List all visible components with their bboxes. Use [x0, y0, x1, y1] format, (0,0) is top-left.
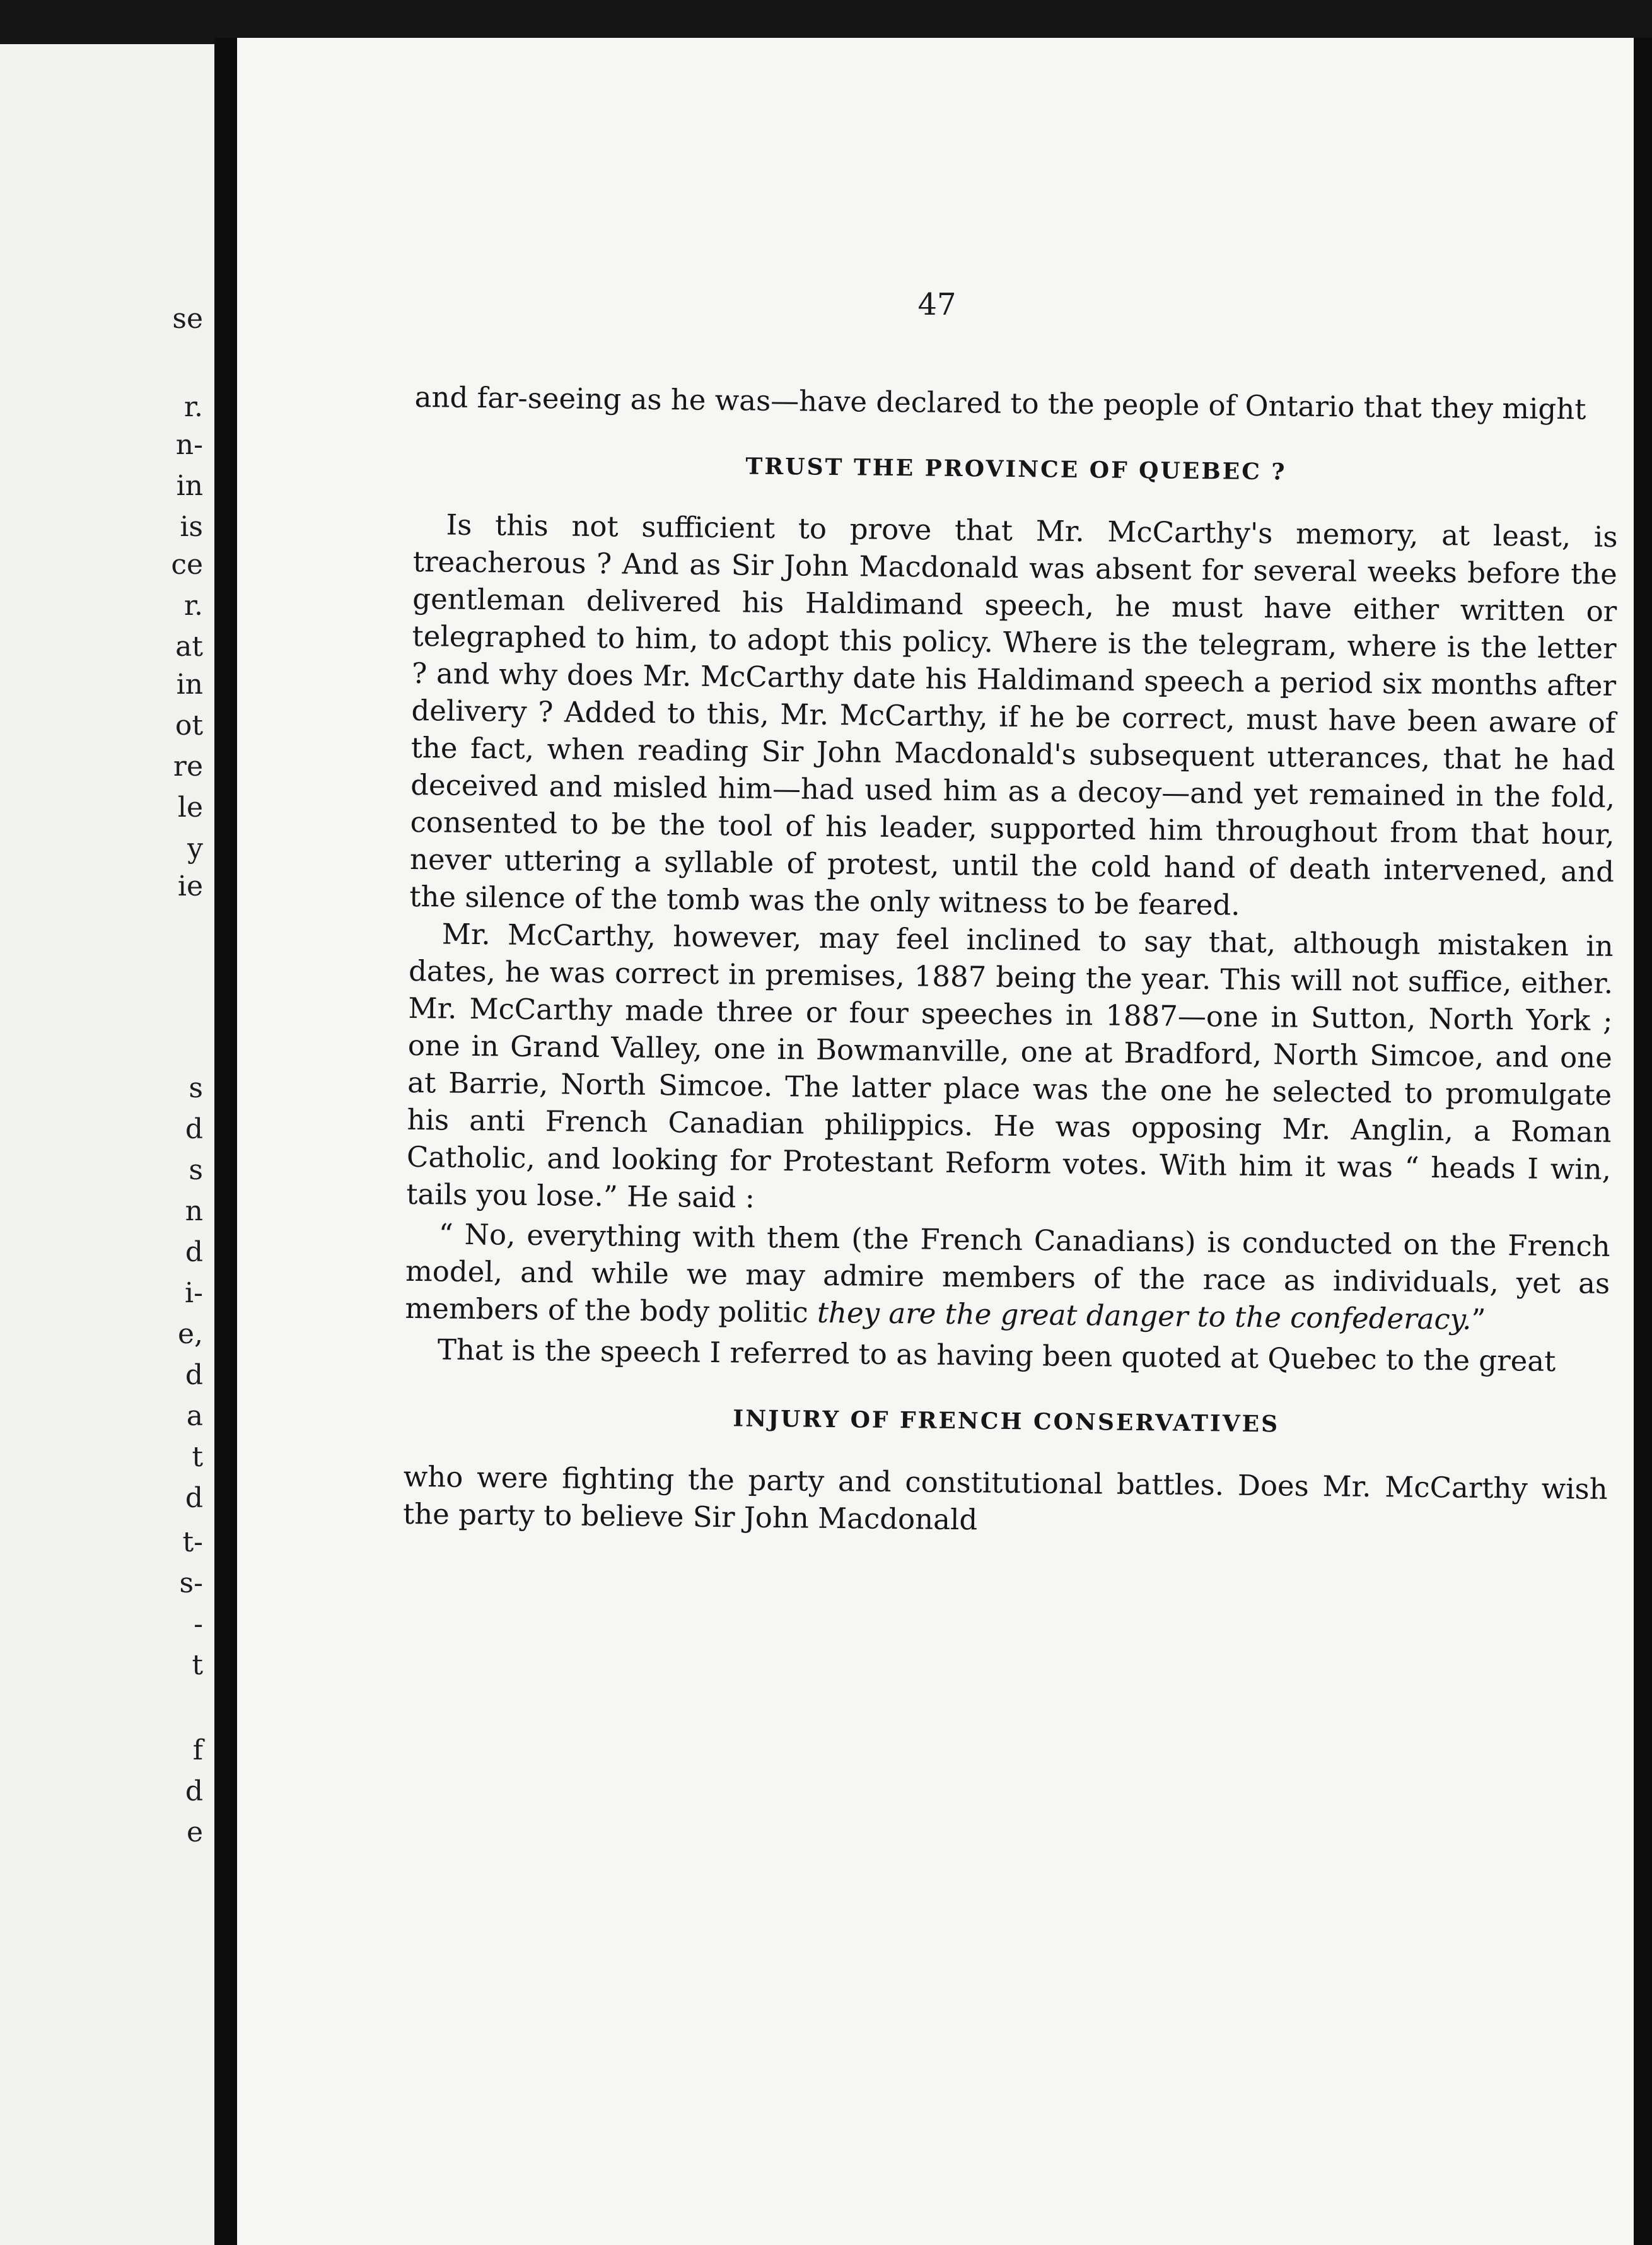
- block-quote: [405, 1215, 1610, 1339]
- left-page-fragment: t-: [182, 1526, 203, 1558]
- left-page-fragment: re: [173, 750, 203, 783]
- page-edge-shadow: [1634, 38, 1652, 2245]
- left-page-fragment: i-: [185, 1277, 203, 1309]
- left-page-fragment: s: [189, 1154, 203, 1186]
- left-page-fragment: t: [192, 1441, 203, 1473]
- left-page-fragment: ce: [171, 549, 203, 581]
- left-page-fragment: d: [185, 1775, 203, 1807]
- left-page-fragment: r.: [183, 391, 203, 423]
- left-page-fragment: at: [175, 631, 203, 663]
- paragraph-3: Mr. McCarthy, however, may feel inclined to say that, although mistaken in dates, he was correct in premises, 1887 being the year. This will not suffice, either. Mr. McCarthy made three or four speeches in 1887—one in Sutton, North York ; one in Grand Valley, one in Bowmanville, one at Bradford, North Simcoe, and one at Barrie, North Simcoe. The latter place was the one he selected to promulgate his anti French Canadian philippics. He was opposing Mr. Anglin, a Roman Catholic, and looking for Protestant Reform votes. With him it was “ heads I win, tails you lose.” He said :: [406, 917, 1614, 1215]
- left-page-fragment: d: [185, 1359, 203, 1391]
- book-gutter: [214, 38, 237, 2245]
- paragraph-5: who were fighting the party and constitutional battles. Does Mr. McCarthy wish the party to believe Sir John Macdonald: [402, 1459, 1608, 1537]
- left-page-fragment: in: [176, 668, 203, 701]
- body-text: [403, 378, 1619, 1545]
- left-page-fragment: se: [172, 303, 203, 335]
- left-page-fragment: le: [177, 791, 203, 824]
- section-heading-trust-quebec: TRUST THE PROVINCE OF QUEBEC ?: [745, 453, 1287, 486]
- left-page-fragment: d: [185, 1236, 203, 1268]
- paragraph-4: That is the speech I referred to as having been quoted at Quebec to the great: [437, 1332, 1556, 1379]
- left-page-fragment: in: [176, 470, 203, 502]
- left-page-fragment: -: [194, 1608, 203, 1640]
- section-heading-injury-french-conservatives: INJURY OF FRENCH CONSERVATIVES: [733, 1405, 1280, 1438]
- right-page: [237, 38, 1634, 2245]
- quote-italic-text: they are the great danger to the confederacy.: [817, 1295, 1472, 1336]
- left-page-fragment: e,: [177, 1318, 203, 1350]
- page-number: 47: [917, 287, 957, 322]
- left-page-fragment: d: [185, 1113, 203, 1145]
- left-page-fragment: a: [186, 1400, 203, 1432]
- left-page-fragment: ot: [175, 709, 203, 742]
- left-page-fragment: d: [185, 1482, 203, 1514]
- left-page-fragment: r.: [183, 590, 203, 622]
- left-page-fragment: s-: [179, 1567, 203, 1599]
- left-page-fragment: y: [187, 832, 203, 865]
- left-page-fragment: ie: [177, 870, 203, 902]
- left-page-fragment: is: [180, 511, 203, 543]
- left-page-fragment: n-: [175, 429, 203, 461]
- left-page-fragment: n: [185, 1195, 203, 1227]
- left-page-fragment: t: [192, 1649, 203, 1681]
- left-page-fragment: s: [189, 1072, 203, 1104]
- left-facing-page: [0, 44, 214, 2245]
- left-page-fragment: f: [192, 1734, 203, 1766]
- paragraph-1: and far-seeing as he was—have declared to the people of Ontario that they might: [414, 380, 1586, 426]
- paragraph-2: Is this not sufficient to prove that Mr. McCarthy's memory, at least, is treacherous ? And as Sir John Macdonald was absent for several weeks before the gentleman delivered his Haldimand speech, he must have either written or telegraphed to him, to adopt this policy. Where is the telegram, where is the letter ? and why does Mr. McCarthy date his Haldimand speech a period six months after delivery ? Added to this, Mr. McCarthy, if he be correct, must have been aware of the fact, when reading Sir John Macdonald's subsequent utterances, that he had deceived and misled him—had used him as a decoy—and yet remained in the fold, consented to be the tool of his leader, supported him throughout from that hour, never uttering a syllable of protest, until the cold hand of death intervened, and the silence of the tomb was the only witness to be feared.: [409, 508, 1618, 922]
- quote-plain-text: “ No, everything with them (the French Canadians) is conducted on the French model, and while we may admire members of the race as individuals, yet as members of the body politic: [405, 1217, 1610, 1329]
- left-page-fragment: e: [186, 1816, 203, 1848]
- quote-close-mark: ”: [1471, 1302, 1486, 1336]
